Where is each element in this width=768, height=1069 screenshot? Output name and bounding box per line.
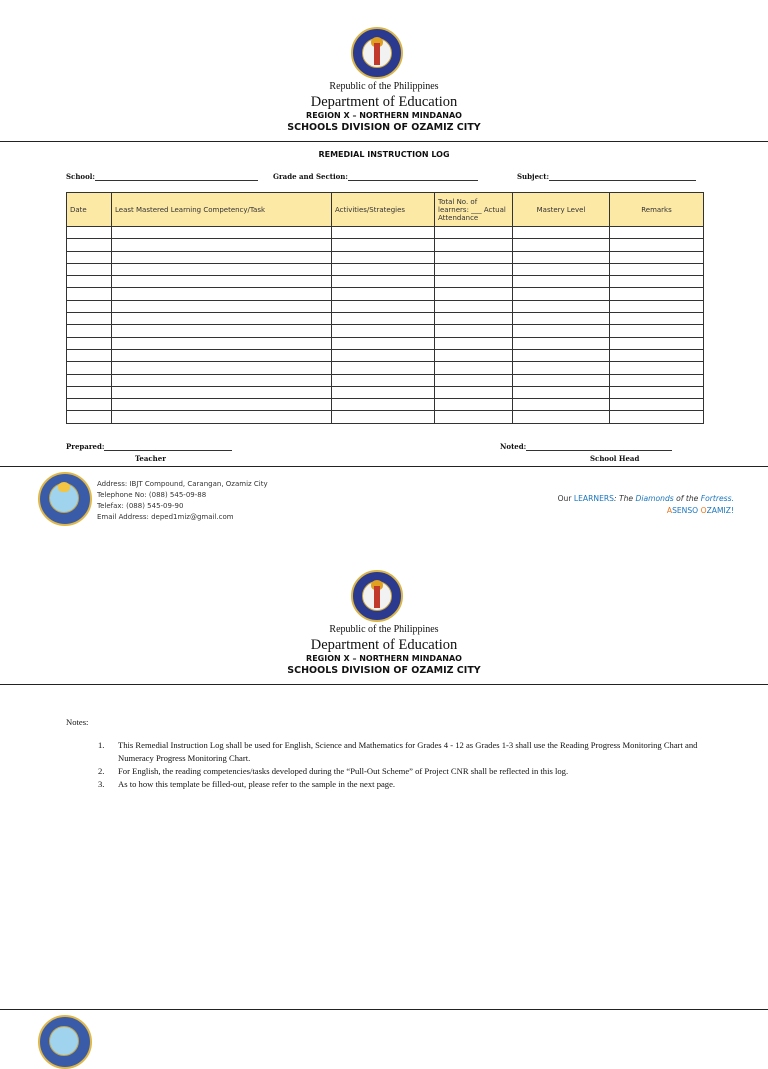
table-cell[interactable] <box>112 386 332 398</box>
footer-telefax: Telefax: (088) 545-09-90 <box>97 502 184 510</box>
region-text: REGION X – NORTHERN MINDANAO <box>306 111 462 120</box>
republic-text: Republic of the Philippines <box>329 81 439 92</box>
deped-seal-icon-page2 <box>351 570 403 622</box>
table-cell[interactable] <box>112 227 332 239</box>
table-cell[interactable] <box>112 300 332 312</box>
table-cell[interactable] <box>513 399 610 411</box>
table-row <box>67 337 704 349</box>
table-cell[interactable] <box>67 362 112 374</box>
table-cell[interactable] <box>435 349 513 361</box>
log-title: REMEDIAL INSTRUCTION LOG <box>318 150 450 159</box>
table-cell[interactable] <box>513 288 610 300</box>
table-cell[interactable] <box>332 276 435 288</box>
table-cell[interactable] <box>332 239 435 251</box>
table-cell[interactable] <box>435 337 513 349</box>
table-cell[interactable] <box>332 337 435 349</box>
table-cell[interactable] <box>610 251 704 263</box>
table-cell[interactable] <box>610 239 704 251</box>
table-cell[interactable] <box>513 239 610 251</box>
table-cell[interactable] <box>435 239 513 251</box>
table-cell[interactable] <box>435 251 513 263</box>
table-cell[interactable] <box>513 300 610 312</box>
table-cell[interactable] <box>435 227 513 239</box>
noted-field[interactable]: Noted: <box>500 442 672 451</box>
table-row <box>67 349 704 361</box>
table-row <box>67 374 704 386</box>
table-cell[interactable] <box>112 411 332 423</box>
region-text-page2: REGION X – NORTHERN MINDANAO <box>306 654 462 663</box>
table-cell[interactable] <box>435 411 513 423</box>
table-row <box>67 239 704 251</box>
division-seal-icon-page2 <box>38 1015 92 1069</box>
table-cell[interactable] <box>112 288 332 300</box>
list-item: 3. As to how this template be filled-out, please refer to the sample in the next page. <box>98 779 396 789</box>
grade-section-field[interactable]: Grade and Section: <box>273 172 478 181</box>
table-cell[interactable] <box>112 313 332 325</box>
table-cell[interactable] <box>610 411 704 423</box>
table-cell[interactable] <box>513 313 610 325</box>
subject-field[interactable]: Subject: <box>517 172 696 181</box>
footer-telephone: Telephone No: (088) 545-09-88 <box>97 491 207 499</box>
table-cell[interactable] <box>513 362 610 374</box>
table-cell[interactable] <box>513 374 610 386</box>
footer-address-block <box>97 479 268 523</box>
table-cell[interactable] <box>332 386 435 398</box>
table-cell[interactable] <box>435 288 513 300</box>
table-cell[interactable] <box>513 227 610 239</box>
noted-role: School Head <box>590 454 640 463</box>
col-date: Date <box>67 193 112 227</box>
footer-divider <box>0 466 768 467</box>
table-cell[interactable] <box>435 362 513 374</box>
table-cell[interactable] <box>67 399 112 411</box>
table-cell[interactable] <box>67 300 112 312</box>
table-cell[interactable] <box>332 263 435 275</box>
table-cell[interactable] <box>435 313 513 325</box>
table-row <box>67 227 704 239</box>
header-divider <box>0 141 768 142</box>
table-cell[interactable] <box>112 349 332 361</box>
republic-text-page2: Republic of the Philippines <box>329 624 439 635</box>
table-cell[interactable] <box>67 227 112 239</box>
department-title: Department of Education <box>310 94 458 110</box>
division-seal-icon <box>38 472 92 526</box>
table-cell[interactable] <box>610 276 704 288</box>
table-cell[interactable] <box>513 325 610 337</box>
table-cell[interactable] <box>112 362 332 374</box>
deped-seal-icon <box>351 27 403 79</box>
footer-motto: ASENSO OZAMIZ! <box>666 506 734 515</box>
table-cell[interactable] <box>112 251 332 263</box>
table-cell[interactable] <box>67 288 112 300</box>
table-cell[interactable] <box>112 399 332 411</box>
table-header-row <box>67 193 704 227</box>
table-cell[interactable] <box>610 349 704 361</box>
table-cell[interactable] <box>67 313 112 325</box>
table-cell[interactable] <box>513 386 610 398</box>
table-cell[interactable] <box>332 313 435 325</box>
table-cell[interactable] <box>112 239 332 251</box>
division-text: SCHOOLS DIVISION OF OZAMIZ CITY <box>287 122 481 133</box>
prepared-field[interactable]: Prepared: <box>66 442 232 451</box>
table-cell[interactable] <box>435 374 513 386</box>
table-row <box>67 362 704 374</box>
table-cell[interactable] <box>610 337 704 349</box>
col-mastery: Mastery Level <box>513 193 610 227</box>
table-cell[interactable] <box>610 227 704 239</box>
col-attendance: Total No. of learners: ___ Actual Attendance <box>435 193 513 227</box>
footer-email: Email Address: deped1miz@gmail.com <box>97 513 234 521</box>
table-cell[interactable] <box>513 276 610 288</box>
footer-tagline: Our LEARNERS: The Diamonds of the Fortress. <box>557 494 734 503</box>
table-row <box>67 325 704 337</box>
table-cell[interactable] <box>67 386 112 398</box>
table-cell[interactable] <box>332 251 435 263</box>
prepared-role: Teacher <box>135 454 166 463</box>
table-cell[interactable] <box>610 362 704 374</box>
table-cell[interactable] <box>332 374 435 386</box>
table-cell[interactable] <box>112 276 332 288</box>
notes-list <box>98 739 706 791</box>
table-cell[interactable] <box>513 349 610 361</box>
table-row <box>67 399 704 411</box>
table-cell[interactable] <box>332 300 435 312</box>
table-cell[interactable] <box>332 325 435 337</box>
table-cell[interactable] <box>67 276 112 288</box>
table-cell[interactable] <box>67 349 112 361</box>
table-cell[interactable] <box>513 337 610 349</box>
table-cell[interactable] <box>610 263 704 275</box>
list-item: 1. This Remedial Instruction Log shall be used for English, Science and Mathematics for Grades 4 - 12 as Grades 1-3 shall use the Reading Progress Monitoring Chart and Numeracy Progress Monitoring Chart. <box>98 740 698 763</box>
table-row <box>67 386 704 398</box>
table-cell[interactable] <box>435 386 513 398</box>
table-cell[interactable] <box>112 374 332 386</box>
table-cell[interactable] <box>610 300 704 312</box>
table-cell[interactable] <box>610 386 704 398</box>
table-cell[interactable] <box>67 239 112 251</box>
col-remarks: Remarks <box>610 193 704 227</box>
table-row <box>67 313 704 325</box>
table-cell[interactable] <box>435 276 513 288</box>
table-row <box>67 251 704 263</box>
footer-divider-page2 <box>0 1009 768 1010</box>
table-cell[interactable] <box>112 337 332 349</box>
col-activities: Activities/Strategies <box>332 193 435 227</box>
table-cell[interactable] <box>435 325 513 337</box>
table-cell[interactable] <box>332 288 435 300</box>
table-cell[interactable] <box>332 399 435 411</box>
table-cell[interactable] <box>332 349 435 361</box>
col-competency: Least Mastered Learning Competency/Task <box>112 193 332 227</box>
table-cell[interactable] <box>67 411 112 423</box>
table-cell[interactable] <box>332 411 435 423</box>
table-cell[interactable] <box>332 362 435 374</box>
table-cell[interactable] <box>67 325 112 337</box>
notes-label: Notes: <box>66 717 89 727</box>
table-row <box>67 300 704 312</box>
table-cell[interactable] <box>332 227 435 239</box>
table-cell[interactable] <box>610 288 704 300</box>
table-row <box>67 276 704 288</box>
table-cell[interactable] <box>67 263 112 275</box>
table-cell[interactable] <box>67 374 112 386</box>
table-cell[interactable] <box>610 374 704 386</box>
table-row <box>67 411 704 423</box>
table-cell[interactable] <box>610 399 704 411</box>
remedial-log-table <box>66 192 704 424</box>
department-title-page2: Department of Education <box>310 637 458 653</box>
table-cell[interactable] <box>112 263 332 275</box>
table-cell[interactable] <box>67 337 112 349</box>
table-cell[interactable] <box>610 313 704 325</box>
table-cell[interactable] <box>67 251 112 263</box>
table-cell[interactable] <box>513 263 610 275</box>
header-divider-page2 <box>0 684 768 685</box>
table-cell[interactable] <box>435 300 513 312</box>
table-row <box>67 263 704 275</box>
table-cell[interactable] <box>112 325 332 337</box>
table-row <box>67 288 704 300</box>
table-cell[interactable] <box>435 399 513 411</box>
table-cell[interactable] <box>513 411 610 423</box>
table-cell[interactable] <box>435 263 513 275</box>
table-cell[interactable] <box>513 251 610 263</box>
division-text-page2: SCHOOLS DIVISION OF OZAMIZ CITY <box>287 665 481 676</box>
footer-address: Address: IBJT Compound, Carangan, Ozamiz City <box>97 480 268 488</box>
school-field[interactable]: School: <box>66 172 258 181</box>
list-item: 2. For English, the reading competencies/tasks developed during the “Pull-Out Scheme” of Project CNR shall be reflected in this log. <box>98 766 569 776</box>
table-cell[interactable] <box>610 325 704 337</box>
